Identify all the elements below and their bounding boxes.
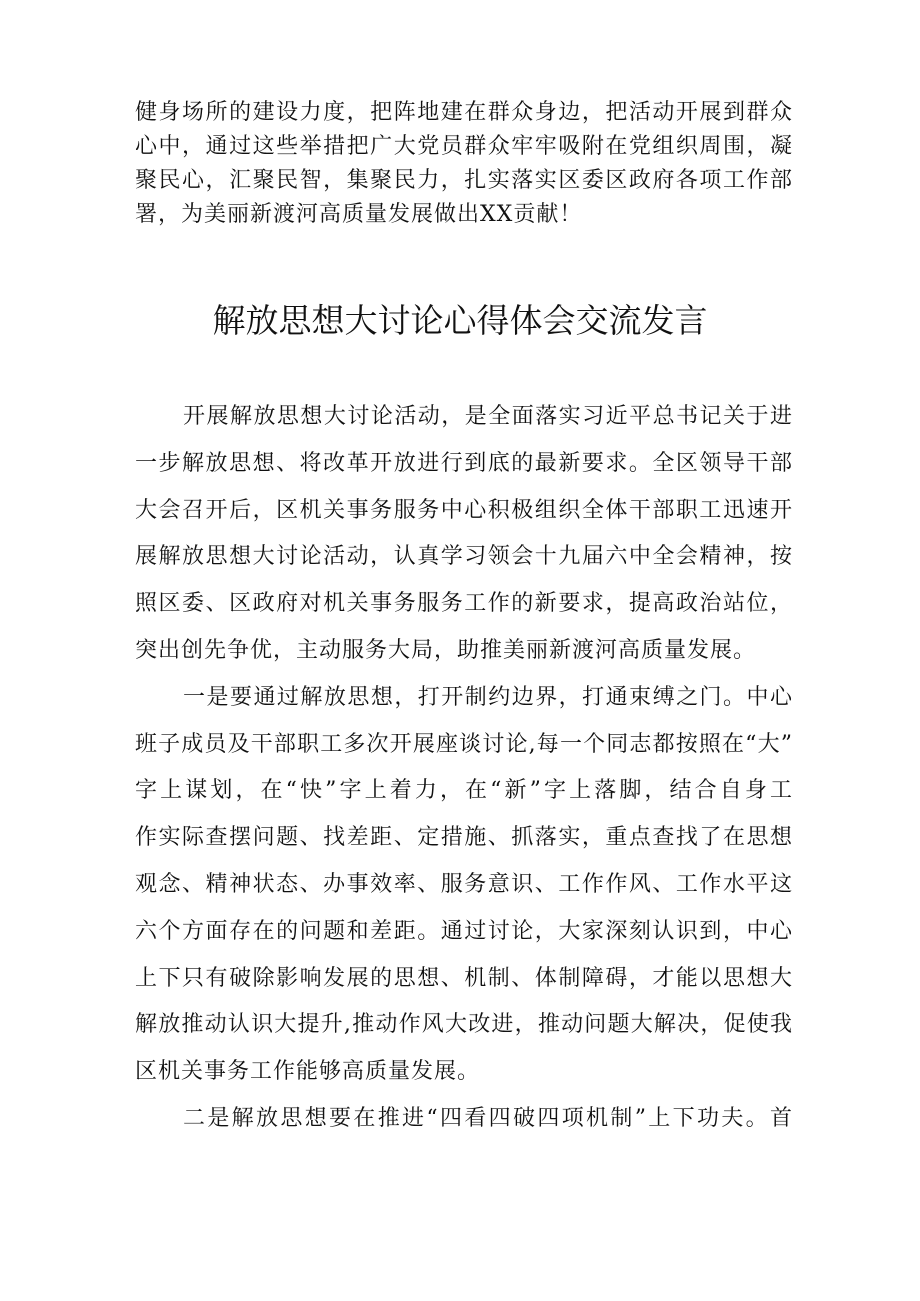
intro-paragraph (135, 98, 793, 234)
body-line: 展解放思想大讨论活动，认真学习领会十九届六中全会精神，按 (135, 544, 793, 570)
body-line: 一步解放思想、将改革开放进行到底的最新要求。全区领导干部 (135, 450, 793, 476)
body-line: 班子成员及干部职工多次开展座谈讨论,每一个同志都按照在“大” (135, 731, 793, 757)
intro-line: 署，为美丽新渡河高质量发展做出XX贡献！ (135, 202, 583, 227)
body-line: 一是要通过解放思想，打开制约边界，打通束缚之门。中心 (183, 684, 793, 710)
body-line: 区机关事务工作能够高质量发展。 (135, 1059, 481, 1085)
intro-line: 健身场所的建设力度，把阵地建在群众身边，把活动开展到群众 (135, 100, 793, 125)
body-line: 上下只有破除影响发展的思想、机制、体制障碍，才能以思想大 (135, 965, 793, 991)
body-line: 开展解放思想大讨论活动，是全面落实习近平总书记关于进 (183, 404, 793, 429)
body-line: 照区委、区政府对机关事务服务工作的新要求，提高政治站位， (135, 591, 793, 617)
intro-line: 心中，通过这些举措把广大党员群众牢牢吸附在党组织周围，凝 (135, 134, 793, 159)
body-line: 作实际查摆问题、找差距、定措施、抓落实，重点查找了在思想 (135, 825, 793, 851)
body-line: 突出创先争优，主动服务大局，助推美丽新渡河高质量发展。 (135, 637, 757, 663)
body-line: 观念、精神状态、办事效率、服务意识、工作作风、工作水平这 (135, 871, 793, 897)
body-line: 字上谋划，在“快”字上着力，在“新”字上落脚，结合自身工 (135, 778, 793, 804)
body-line: 六个方面存在的问题和差距。通过讨论，大家深刻认识到，中心 (135, 918, 793, 944)
body-text (135, 394, 793, 1143)
body-line: 解放推动认识大提升,推动作风大改进，推动问题大解决，促使我 (135, 1012, 793, 1038)
document-title: 解放思想大讨论心得体会交流发言 (212, 301, 708, 340)
intro-line: 聚民心，汇聚民智，集聚民力，扎实落实区委区政府各项工作部 (135, 168, 793, 193)
body-line: 大会召开后，区机关事务服务中心积极组织全体干部职工迅速开 (135, 497, 793, 523)
body-line: 二是解放思想要在推进“四看四破四项机制”上下功夫。首 (183, 1105, 793, 1131)
